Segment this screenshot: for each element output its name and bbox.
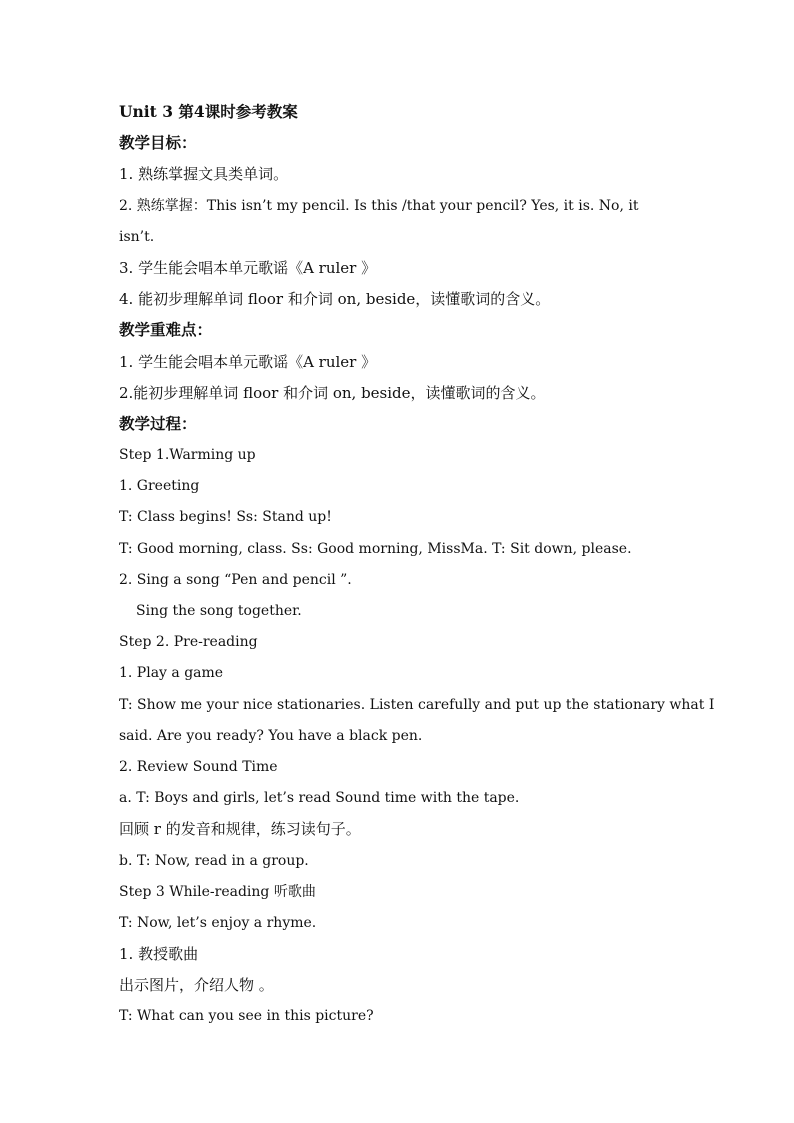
paragraph-line: 2.能初步理解单词 floor 和介词 on, beside，读懂歌词的含义。 [119,383,546,402]
paragraph-line: Step 2. Pre-reading [119,634,258,651]
paragraph-line: T: Class begins! Ss: Stand up! [119,509,332,526]
paragraph-line: Sing the song together. [136,603,302,619]
paragraph-line: 1. Play a game [119,665,224,682]
paragraph-line: b. T: Now, read in a group. [119,852,309,869]
paragraph-line: 回顾 r 的发音和规律，练习读句子。 [119,820,361,839]
paragraph-line: T: Good morning, class. Ss: Good morning, MissMa. T: Sit down, please. [119,540,632,557]
section-heading: 教学重难点： [119,320,213,340]
paragraph-line: a. T: Boys and girls, let’s read Sound time with the tape. [119,790,520,807]
section-heading: 教学过程： [119,413,197,433]
paragraph-line: 3. 学生能会唱本单元歌谣《A ruler 》 [119,258,377,277]
paragraph-line: 1. Greeting [119,478,200,495]
section-heading: 教学目标： [119,133,197,153]
paragraph-line: said. Are you ready? You have a black pen. [119,727,423,744]
paragraph-line: 2. 熟练掌握：This isn’t my pencil. Is this /that your pencil? Yes, it is. No, it [119,197,639,214]
paragraph-line: T: Show me your nice stationaries. Listen carefully and put up the stationary what I [119,696,715,713]
paragraph-line: 1. 学生能会唱本单元歌谣《A ruler 》 [119,352,377,371]
paragraph-line: 2. Review Sound Time [119,758,278,775]
paragraph-line: 1. 教授歌曲 [119,945,199,964]
paragraph-line: 1. 熟练掌握文具类单词。 [119,165,289,184]
paragraph-line: isn’t. [119,228,155,245]
document-page [119,101,715,1037]
paragraph-line: T: What can you see in this picture? [119,1008,374,1025]
paragraph-line: 出示图片，介绍人物 。 [119,976,274,995]
paragraph-line: 4. 能初步理解单词 floor 和介词 on, beside，读懂歌词的含义。 [119,290,551,309]
document-title: Unit 3 第4课时参考教案 [119,102,298,121]
paragraph-line: Step 3 While-reading 听歌曲 [119,883,316,900]
paragraph-line: T: Now, let’s enjoy a rhyme. [119,914,317,931]
paragraph-line: 2. Sing a song “Pen and pencil ”. [119,571,352,588]
paragraph-line: Step 1.Warming up [119,447,256,464]
document-body [119,132,715,1036]
